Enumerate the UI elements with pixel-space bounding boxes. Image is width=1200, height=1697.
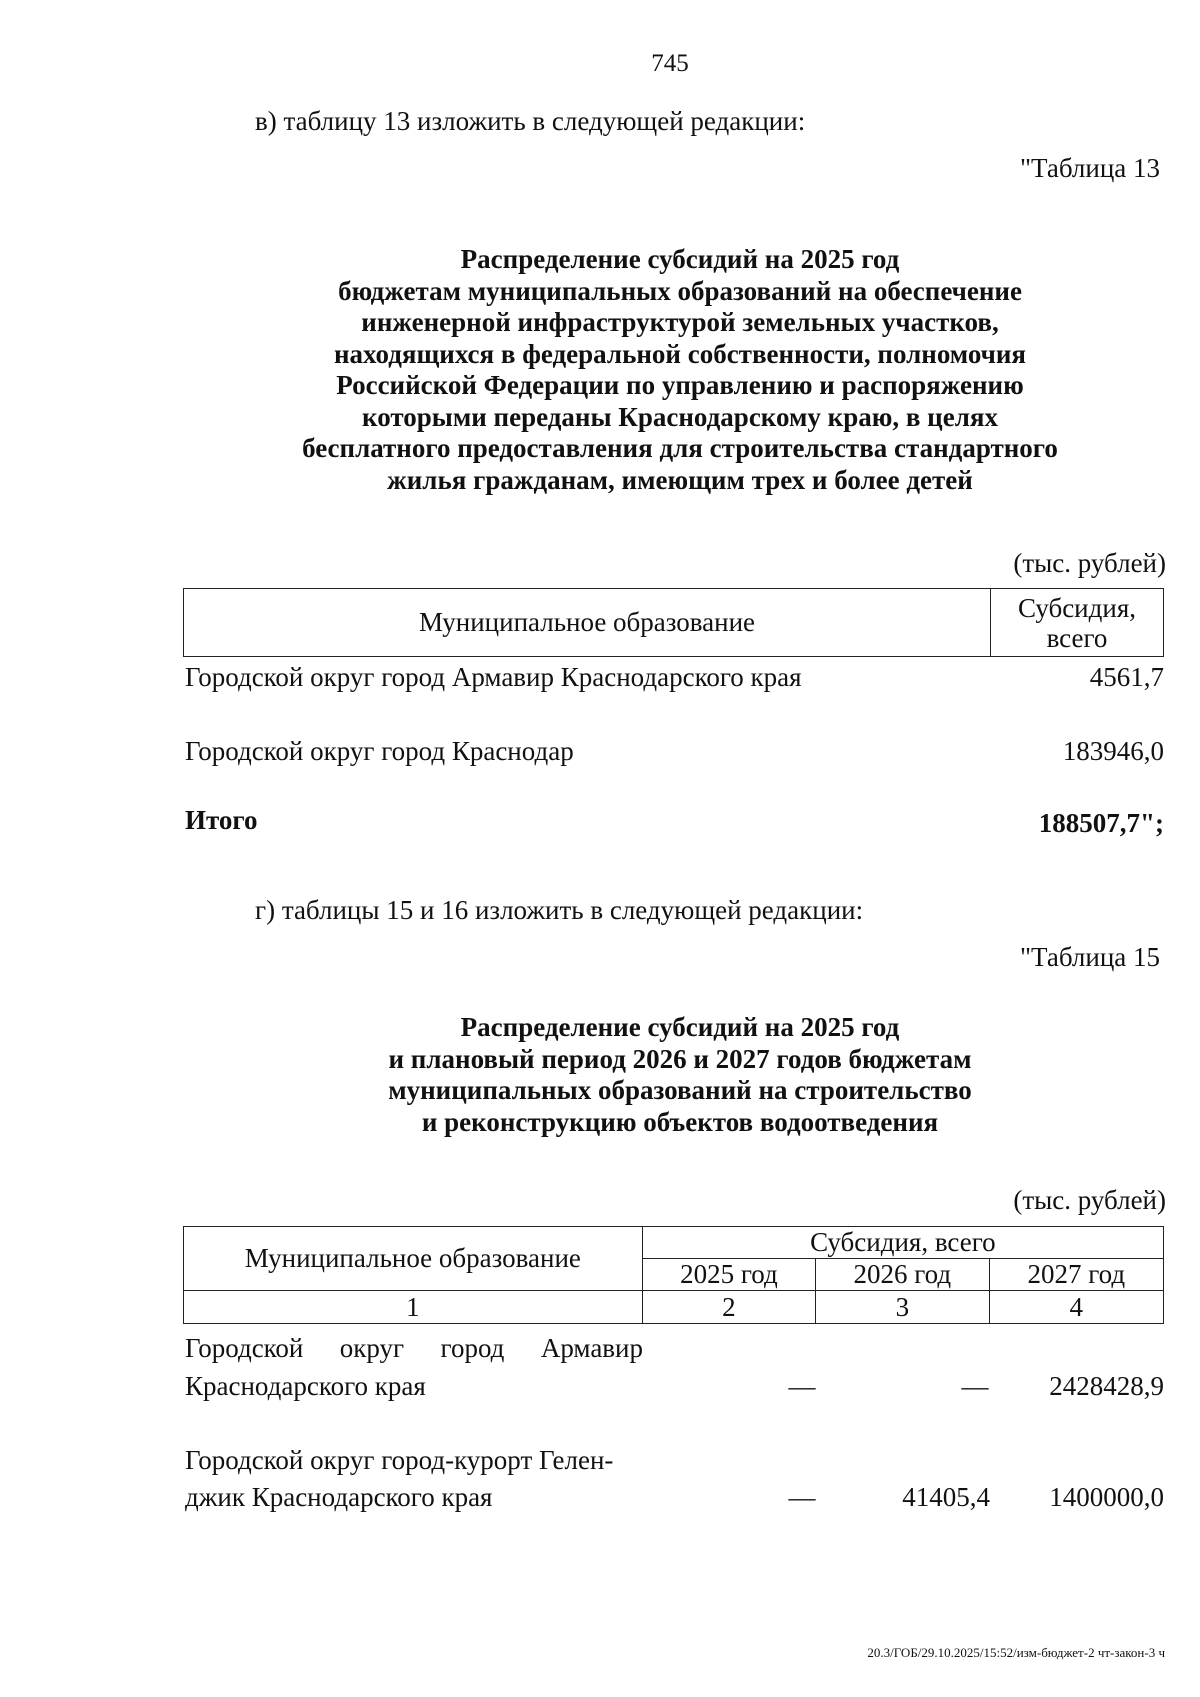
table-13-row-value: 183946,0 xyxy=(1062,736,1164,766)
table-13-header xyxy=(183,588,1164,657)
header-municipality: Муниципальное образование xyxy=(184,589,991,657)
table-13-ref: "Таблица 13 xyxy=(1020,153,1160,183)
title-line: и реконструкцию объектов водоотведения xyxy=(421,1106,939,1137)
total-label: Итого xyxy=(185,805,258,835)
table-15-row-name-line2: Краснодарского края xyxy=(185,1371,426,1401)
units-label: (тыс. рублей) xyxy=(1013,548,1166,578)
title-line: жилья гражданам, имеющим трех и более детей xyxy=(387,464,973,495)
table-15-value-2026: 41405,4 xyxy=(902,1482,990,1512)
table-15-row-name-line2: джик Краснодарского края xyxy=(185,1482,493,1512)
table-15-title xyxy=(230,1012,1130,1138)
table-15-row-name-line1: Городской округ город Армавир xyxy=(185,1333,643,1363)
units-label: (тыс. рублей) xyxy=(1013,1185,1166,1215)
title-line: находящихся в федеральной собственности, полномочия xyxy=(333,338,1027,369)
col-number: 3 xyxy=(816,1291,989,1324)
header-year-2025: 2025 год xyxy=(642,1259,815,1291)
table-13-row-value: 4561,7 xyxy=(1089,662,1164,692)
table-15-row-name-line1: Городской округ город-курорт Гелен- xyxy=(185,1445,614,1475)
header-municipality: Муниципальное образование xyxy=(184,1227,643,1291)
title-line: бесплатного предоставления для строительства стандартного xyxy=(302,433,1058,463)
header-subsidy-line1: Субсидия, xyxy=(1017,592,1136,623)
title-line: и плановый период 2026 и 2027 годов бюджетам xyxy=(388,1043,972,1074)
table-15-header xyxy=(183,1226,1164,1324)
title-line: Распределение субсидий на 2025 год xyxy=(460,1012,900,1042)
footer-reference: 20.3/ГОБ/29.10.2025/15:52/изм-бюджет-2 чт-закон-3 ч xyxy=(867,1645,1165,1660)
col-number: 2 xyxy=(642,1291,815,1324)
title-line: бюджетам муниципальных образований на обеспечение xyxy=(338,275,1022,306)
table-15-value-2027: 2428428,9 xyxy=(1049,1371,1164,1401)
title-line: инженерной инфраструктурой земельных участков, xyxy=(361,307,999,337)
header-year-2026: 2026 год xyxy=(816,1259,989,1291)
table-13-row-name: Городской округ город Краснодар xyxy=(185,736,574,766)
header-year-2027: 2027 год xyxy=(989,1259,1163,1291)
header-subsidy-total xyxy=(991,589,1164,657)
table-13-title xyxy=(230,244,1130,496)
title-line: которыми переданы Краснодарскому краю, в целях xyxy=(362,401,998,432)
col-number: 4 xyxy=(989,1291,1163,1324)
table-15-value-2025: — xyxy=(788,1482,816,1512)
table-15-ref: "Таблица 15 xyxy=(1020,942,1160,972)
header-subsidy-line2: всего xyxy=(1046,622,1108,653)
section-v-intro: в) таблицу 13 изложить в следующей редакции: xyxy=(255,106,806,136)
title-line: Распределение субсидий на 2025 год xyxy=(460,244,900,274)
title-line: муниципальных образований на строительство xyxy=(388,1075,972,1105)
table-15-value-2025: — xyxy=(788,1371,816,1401)
col-number: 1 xyxy=(184,1291,643,1324)
page-number: 745 xyxy=(651,50,689,77)
table-13-row-name: Городской округ город Армавир Краснодарского края xyxy=(185,662,802,692)
table-15-value-2027: 1400000,0 xyxy=(1049,1482,1164,1512)
table-15-value-2026: — xyxy=(961,1371,989,1401)
header-subsidy-group: Субсидия, всего xyxy=(642,1227,1163,1259)
title-line: Российской Федерации по управлению и распоряжению xyxy=(336,370,1024,400)
section-g-intro: г) таблицы 15 и 16 изложить в следующей редакции: xyxy=(255,895,864,925)
total-value: 188507,7"; xyxy=(1038,808,1164,838)
